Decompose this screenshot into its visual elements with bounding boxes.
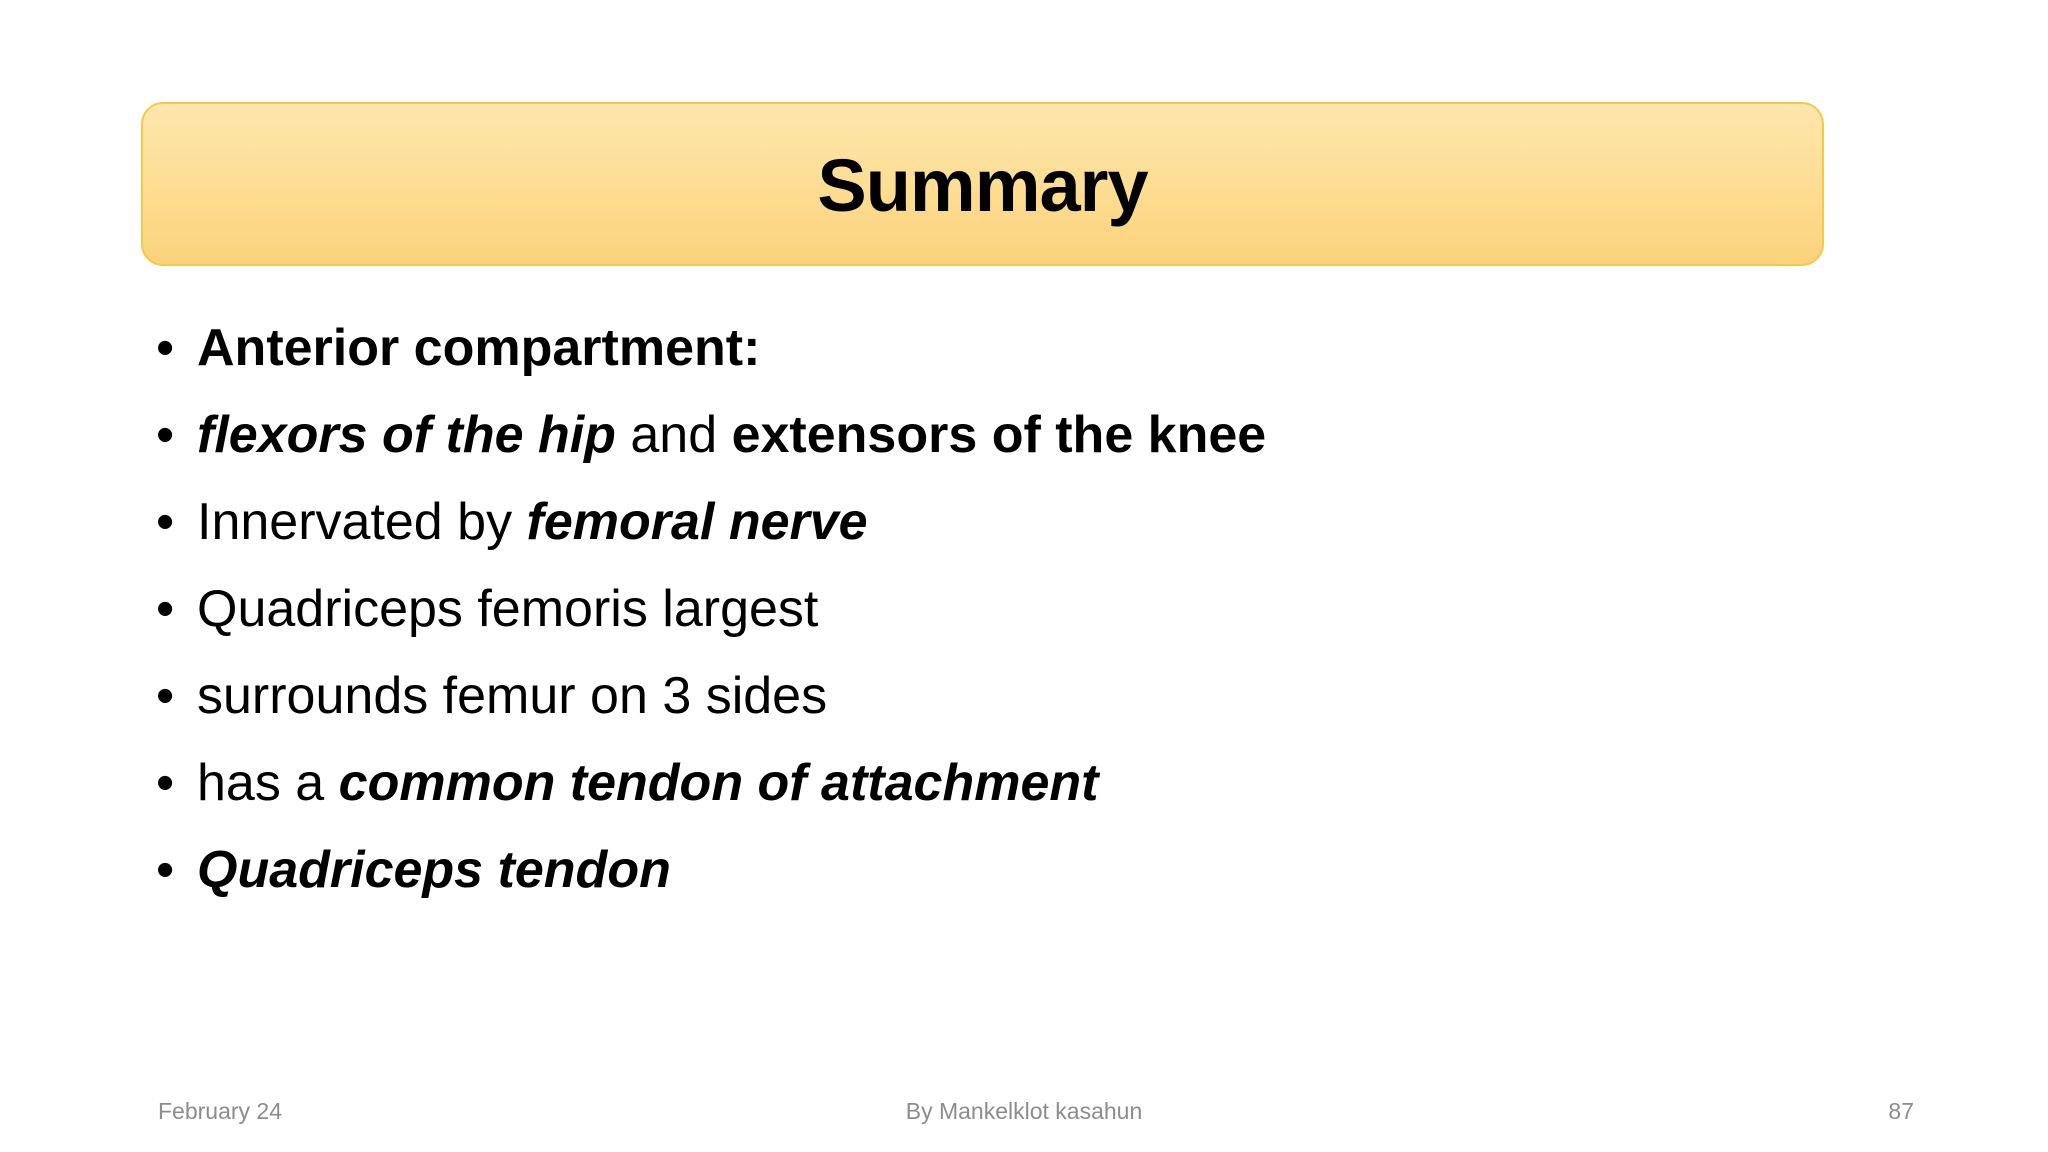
title-banner (141, 102, 1824, 266)
bullet-text: Anterior compartment: (197, 319, 761, 377)
bullet-text: Quadriceps tendon (197, 841, 671, 899)
footer-page-number: 87 (1888, 1098, 1914, 1124)
bullet-text: surrounds femur on 3 sides (197, 667, 828, 725)
bullet-text: Innervated by (197, 493, 527, 551)
bullet-item (156, 653, 1266, 740)
bullet-text: femoral nerve (526, 493, 868, 551)
footer-author: By Mankelklot kasahun (905, 1098, 1143, 1124)
footer-date: February 24 (158, 1098, 283, 1124)
bullet-text: and (615, 406, 732, 464)
bullet-item (156, 305, 1266, 392)
bullet-text: flexors of the hip (197, 406, 616, 464)
slide-title: Summary (817, 144, 1148, 227)
bullet-list (156, 305, 1266, 914)
bullet-item (156, 566, 1266, 653)
bullet-text: has a (197, 754, 339, 812)
bullet-text: extensors of the knee (731, 406, 1267, 464)
bullet-text: common tendon of attachment (338, 754, 1099, 812)
bullet-item (156, 392, 1266, 479)
bullet-item (156, 740, 1266, 827)
bullet-item (156, 479, 1266, 566)
bullet-item (156, 827, 1266, 914)
bullet-text: Quadriceps femoris largest (197, 580, 819, 638)
